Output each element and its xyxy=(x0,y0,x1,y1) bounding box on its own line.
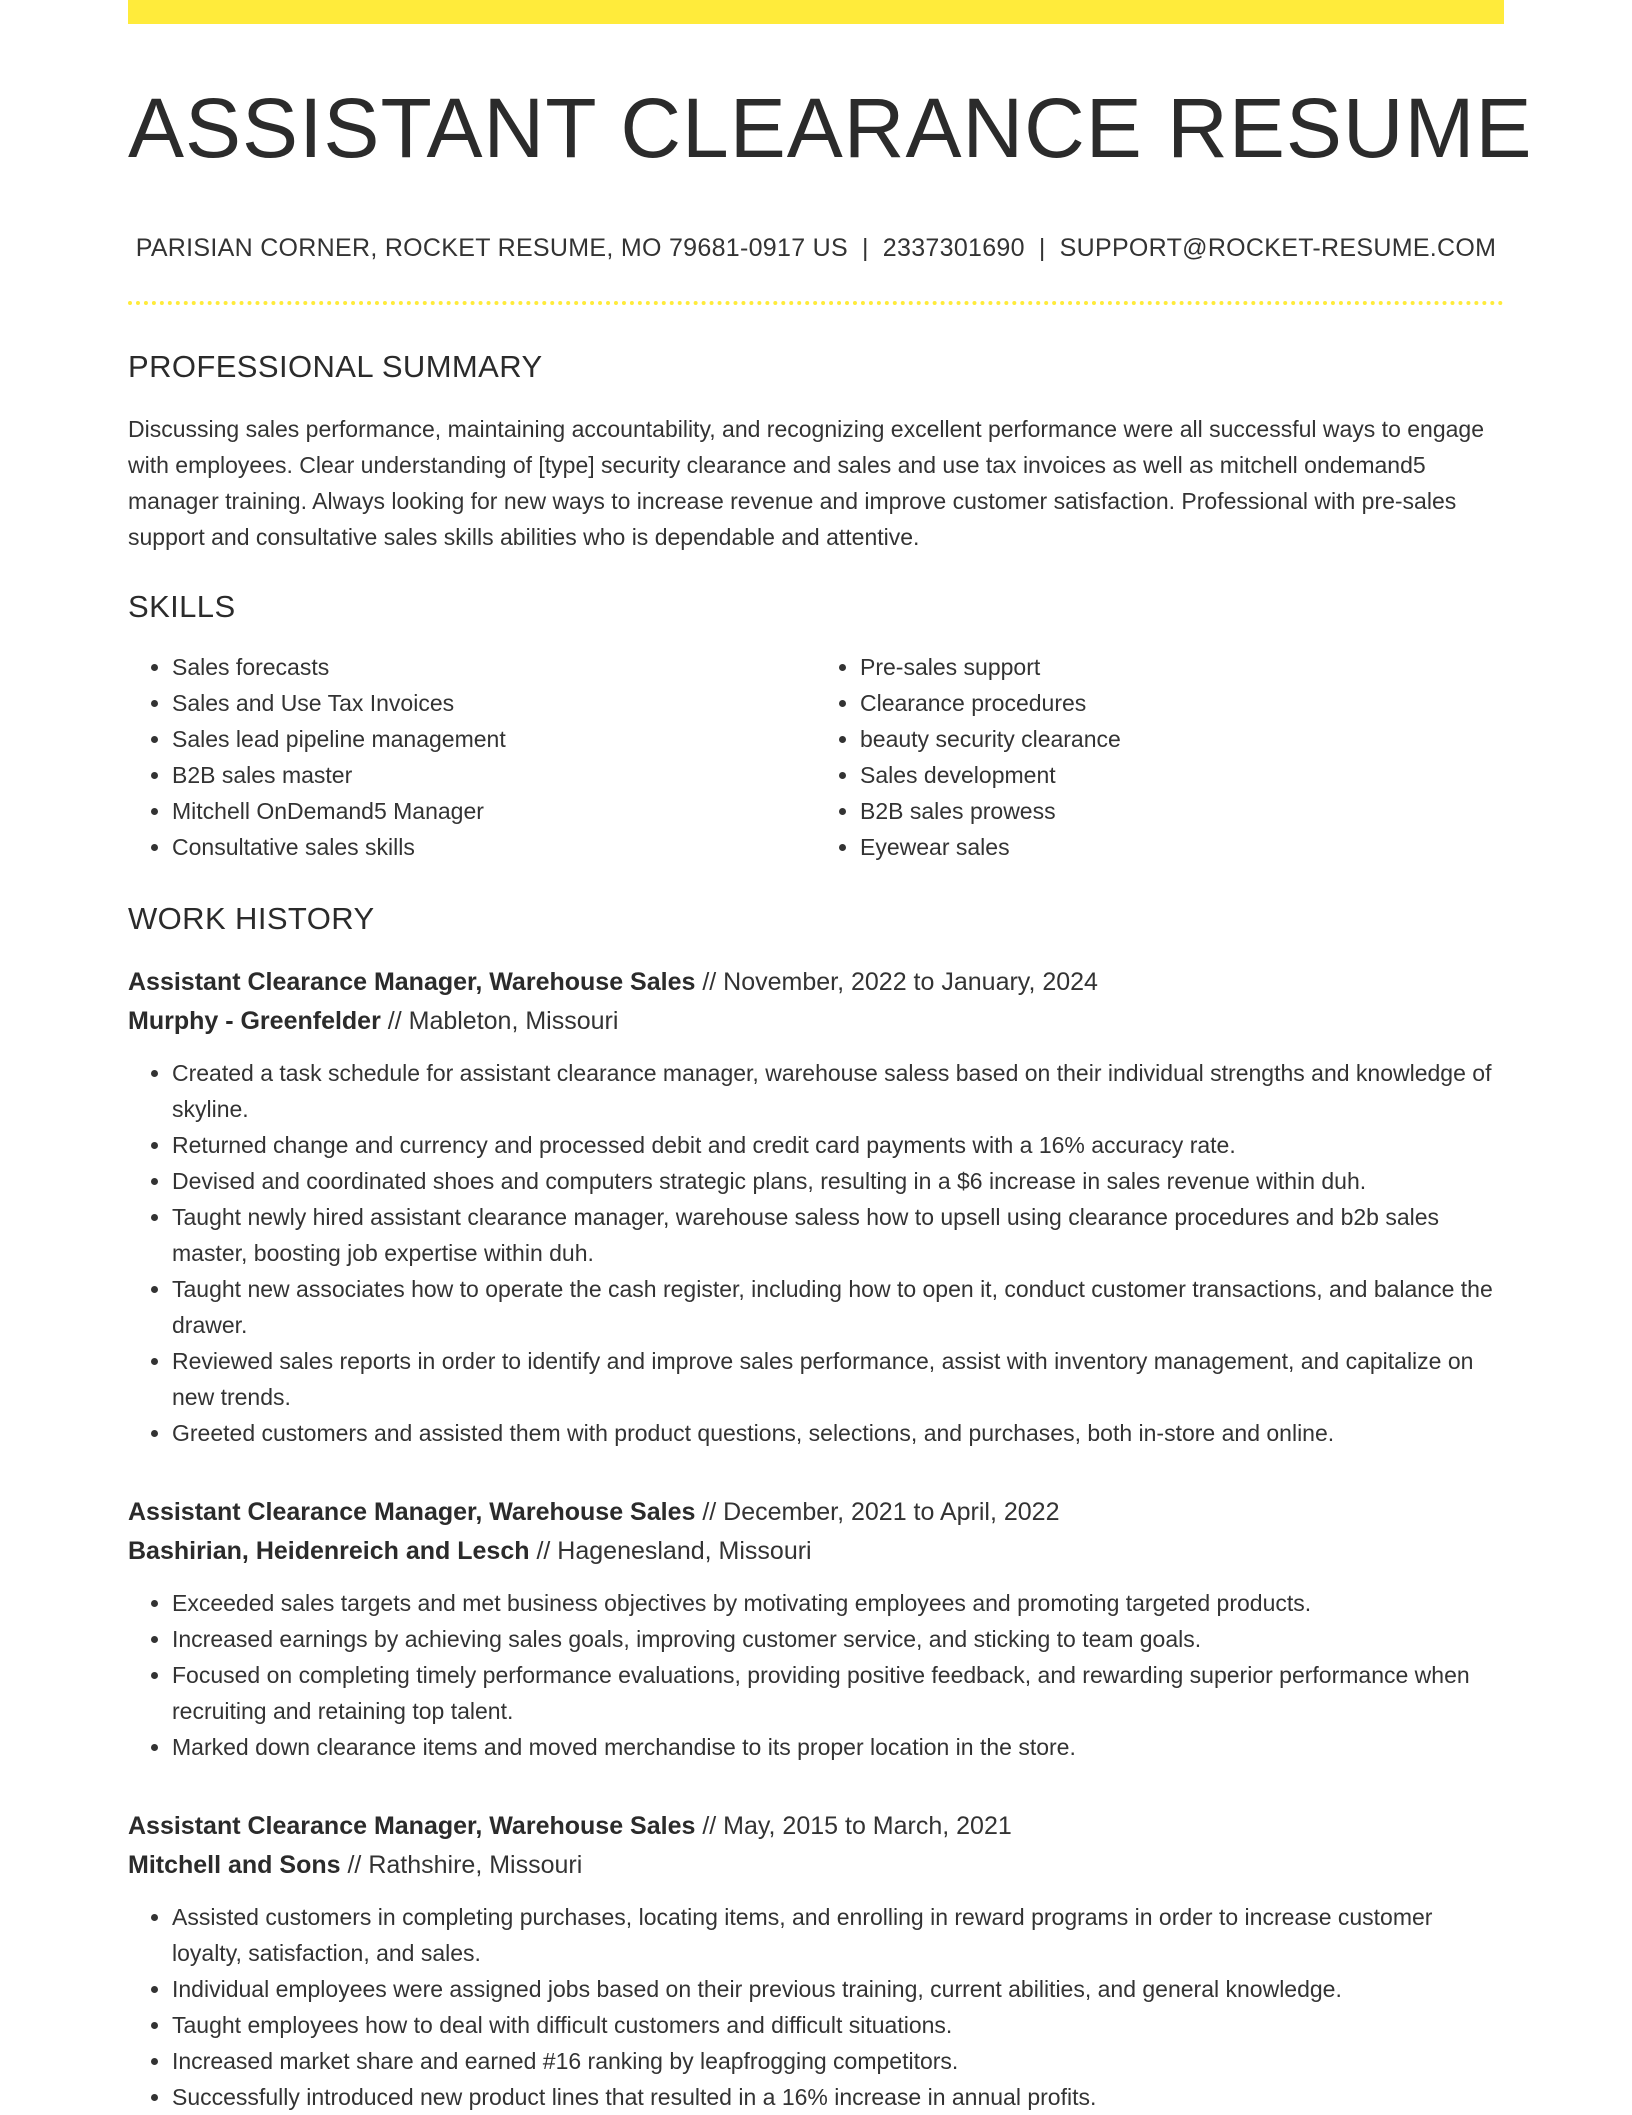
skill-item: • Sales development xyxy=(860,757,1504,793)
job-company-line xyxy=(128,1532,1504,1571)
job-title: Assistant Clearance Manager, Warehouse Sales xyxy=(128,968,696,997)
contact-phone: 2337301690 xyxy=(882,234,1025,263)
job-company: Murphy - Greenfelder xyxy=(128,1007,381,1036)
contact-line xyxy=(128,234,1504,263)
job-bullet: • Returned change and currency and processed debit and credit card payments with a 16% accuracy rate. xyxy=(172,1127,1504,1163)
skill-item: • B2B sales prowess xyxy=(860,793,1504,829)
job-bullets xyxy=(128,1055,1504,1451)
skill-item: • Sales forecasts xyxy=(172,649,816,685)
dotted-divider xyxy=(128,301,1504,305)
job-location: // Hagenesland, Missouri xyxy=(536,1537,812,1566)
skill-item: • Consultative sales skills xyxy=(172,829,816,865)
job-company-line xyxy=(128,1002,1504,1041)
skills-heading: SKILLS xyxy=(128,589,236,625)
job-bullet: • Increased earnings by achieving sales goals, improving customer service, and sticking to team goals. xyxy=(172,1621,1504,1657)
job-bullets xyxy=(128,1899,1504,2115)
job-company: Mitchell and Sons xyxy=(128,1851,341,1880)
resume-title: ASSISTANT CLEARANCE RESUME xyxy=(128,81,1533,175)
skills-list-right xyxy=(816,649,1504,865)
skills-grid xyxy=(128,649,1504,865)
job-bullet: • Increased market share and earned #16 ranking by leapfrogging competitors. xyxy=(172,2043,1504,2079)
job-bullet: • Focused on completing timely performance evaluations, providing positive feedback, and rewarding superior performance when recruiting and retaining top talent. xyxy=(172,1657,1504,1729)
job-bullet: • Taught employees how to deal with difficult customers and difficult situations. xyxy=(172,2007,1504,2043)
work-history-heading: WORK HISTORY xyxy=(128,901,375,937)
job-bullet: • Greeted customers and assisted them with product questions, selections, and purchases, both in-store and online. xyxy=(172,1415,1504,1451)
top-accent-bar xyxy=(128,0,1504,24)
resume-page xyxy=(128,0,1533,2115)
job-bullet: • Taught newly hired assistant clearance manager, warehouse saless how to upsell using clearance procedures and b2b sales master, boosting job expertise within duh. xyxy=(172,1199,1504,1271)
skill-item: • beauty security clearance xyxy=(860,721,1504,757)
contact-address: PARISIAN CORNER, ROCKET RESUME, MO 79681-0917 US xyxy=(135,234,848,263)
job-entry xyxy=(128,1807,1504,2115)
job-bullet: • Taught new associates how to operate the cash register, including how to open it, conduct customer transactions, and balance the drawer. xyxy=(172,1271,1504,1343)
job-title-line xyxy=(128,1493,1504,1532)
job-bullet: • Assisted customers in completing purchases, locating items, and enrolling in reward programs in order to increase customer loyalty, satisfaction, and sales. xyxy=(172,1899,1504,1971)
job-bullet: • Created a task schedule for assistant clearance manager, warehouse saless based on their individual strengths and knowledge of skyline. xyxy=(172,1055,1504,1127)
skill-item: • Pre-sales support xyxy=(860,649,1504,685)
job-bullet: • Reviewed sales reports in order to identify and improve sales performance, assist with inventory management, and capitalize on new trends. xyxy=(172,1343,1504,1415)
contact-separator: | xyxy=(862,234,869,263)
job-bullet: • Marked down clearance items and moved merchandise to its proper location in the store. xyxy=(172,1729,1504,1765)
job-title-line xyxy=(128,963,1504,1002)
job-entry xyxy=(128,1493,1504,1765)
skill-item: • Eyewear sales xyxy=(860,829,1504,865)
job-bullet: • Exceeded sales targets and met business objectives by motivating employees and promoting targeted products. xyxy=(172,1585,1504,1621)
job-dates: // December, 2021 to April, 2022 xyxy=(702,1498,1060,1527)
job-title: Assistant Clearance Manager, Warehouse Sales xyxy=(128,1498,696,1527)
job-bullet: • Devised and coordinated shoes and computers strategic plans, resulting in a $6 increase in sales revenue within duh. xyxy=(172,1163,1504,1199)
summary-heading: PROFESSIONAL SUMMARY xyxy=(128,349,543,385)
job-entry xyxy=(128,963,1504,1451)
summary-text: Discussing sales performance, maintaining accountability, and recognizing excellent performance were all successful ways to engage with employees. Clear understanding of [type] security clearance and sales and use tax invoices as well as mitchell ondemand5 manager training. Always looking for new ways to increase revenue and improve customer satisfaction. Professional with pre-sales support and consultative sales skills abilities who is dependable and attentive. xyxy=(128,416,1485,551)
job-title: Assistant Clearance Manager, Warehouse Sales xyxy=(128,1812,696,1841)
job-bullets xyxy=(128,1585,1504,1765)
job-company-line xyxy=(128,1846,1504,1885)
contact-email: SUPPORT@ROCKET-RESUME.COM xyxy=(1059,234,1497,263)
job-company: Bashirian, Heidenreich and Lesch xyxy=(128,1537,530,1566)
job-location: // Rathshire, Missouri xyxy=(347,1851,583,1880)
job-location: // Mableton, Missouri xyxy=(387,1007,619,1036)
contact-separator: | xyxy=(1038,234,1046,263)
job-dates: // November, 2022 to January, 2024 xyxy=(702,968,1098,997)
job-bullet: • Individual employees were assigned jobs based on their previous training, current abilities, and general knowledge. xyxy=(172,1971,1504,2007)
skill-item: • Mitchell OnDemand5 Manager xyxy=(172,793,816,829)
skills-list-left xyxy=(128,649,816,865)
skill-item: • Sales and Use Tax Invoices xyxy=(172,685,816,721)
job-title-line xyxy=(128,1807,1504,1846)
skill-item: • B2B sales master xyxy=(172,757,816,793)
skill-item: • Clearance procedures xyxy=(860,685,1504,721)
job-bullet: • Successfully introduced new product lines that resulted in a 16% increase in annual profits. xyxy=(172,2079,1504,2115)
skill-item: • Sales lead pipeline management xyxy=(172,721,816,757)
job-dates: // May, 2015 to March, 2021 xyxy=(702,1812,1012,1841)
